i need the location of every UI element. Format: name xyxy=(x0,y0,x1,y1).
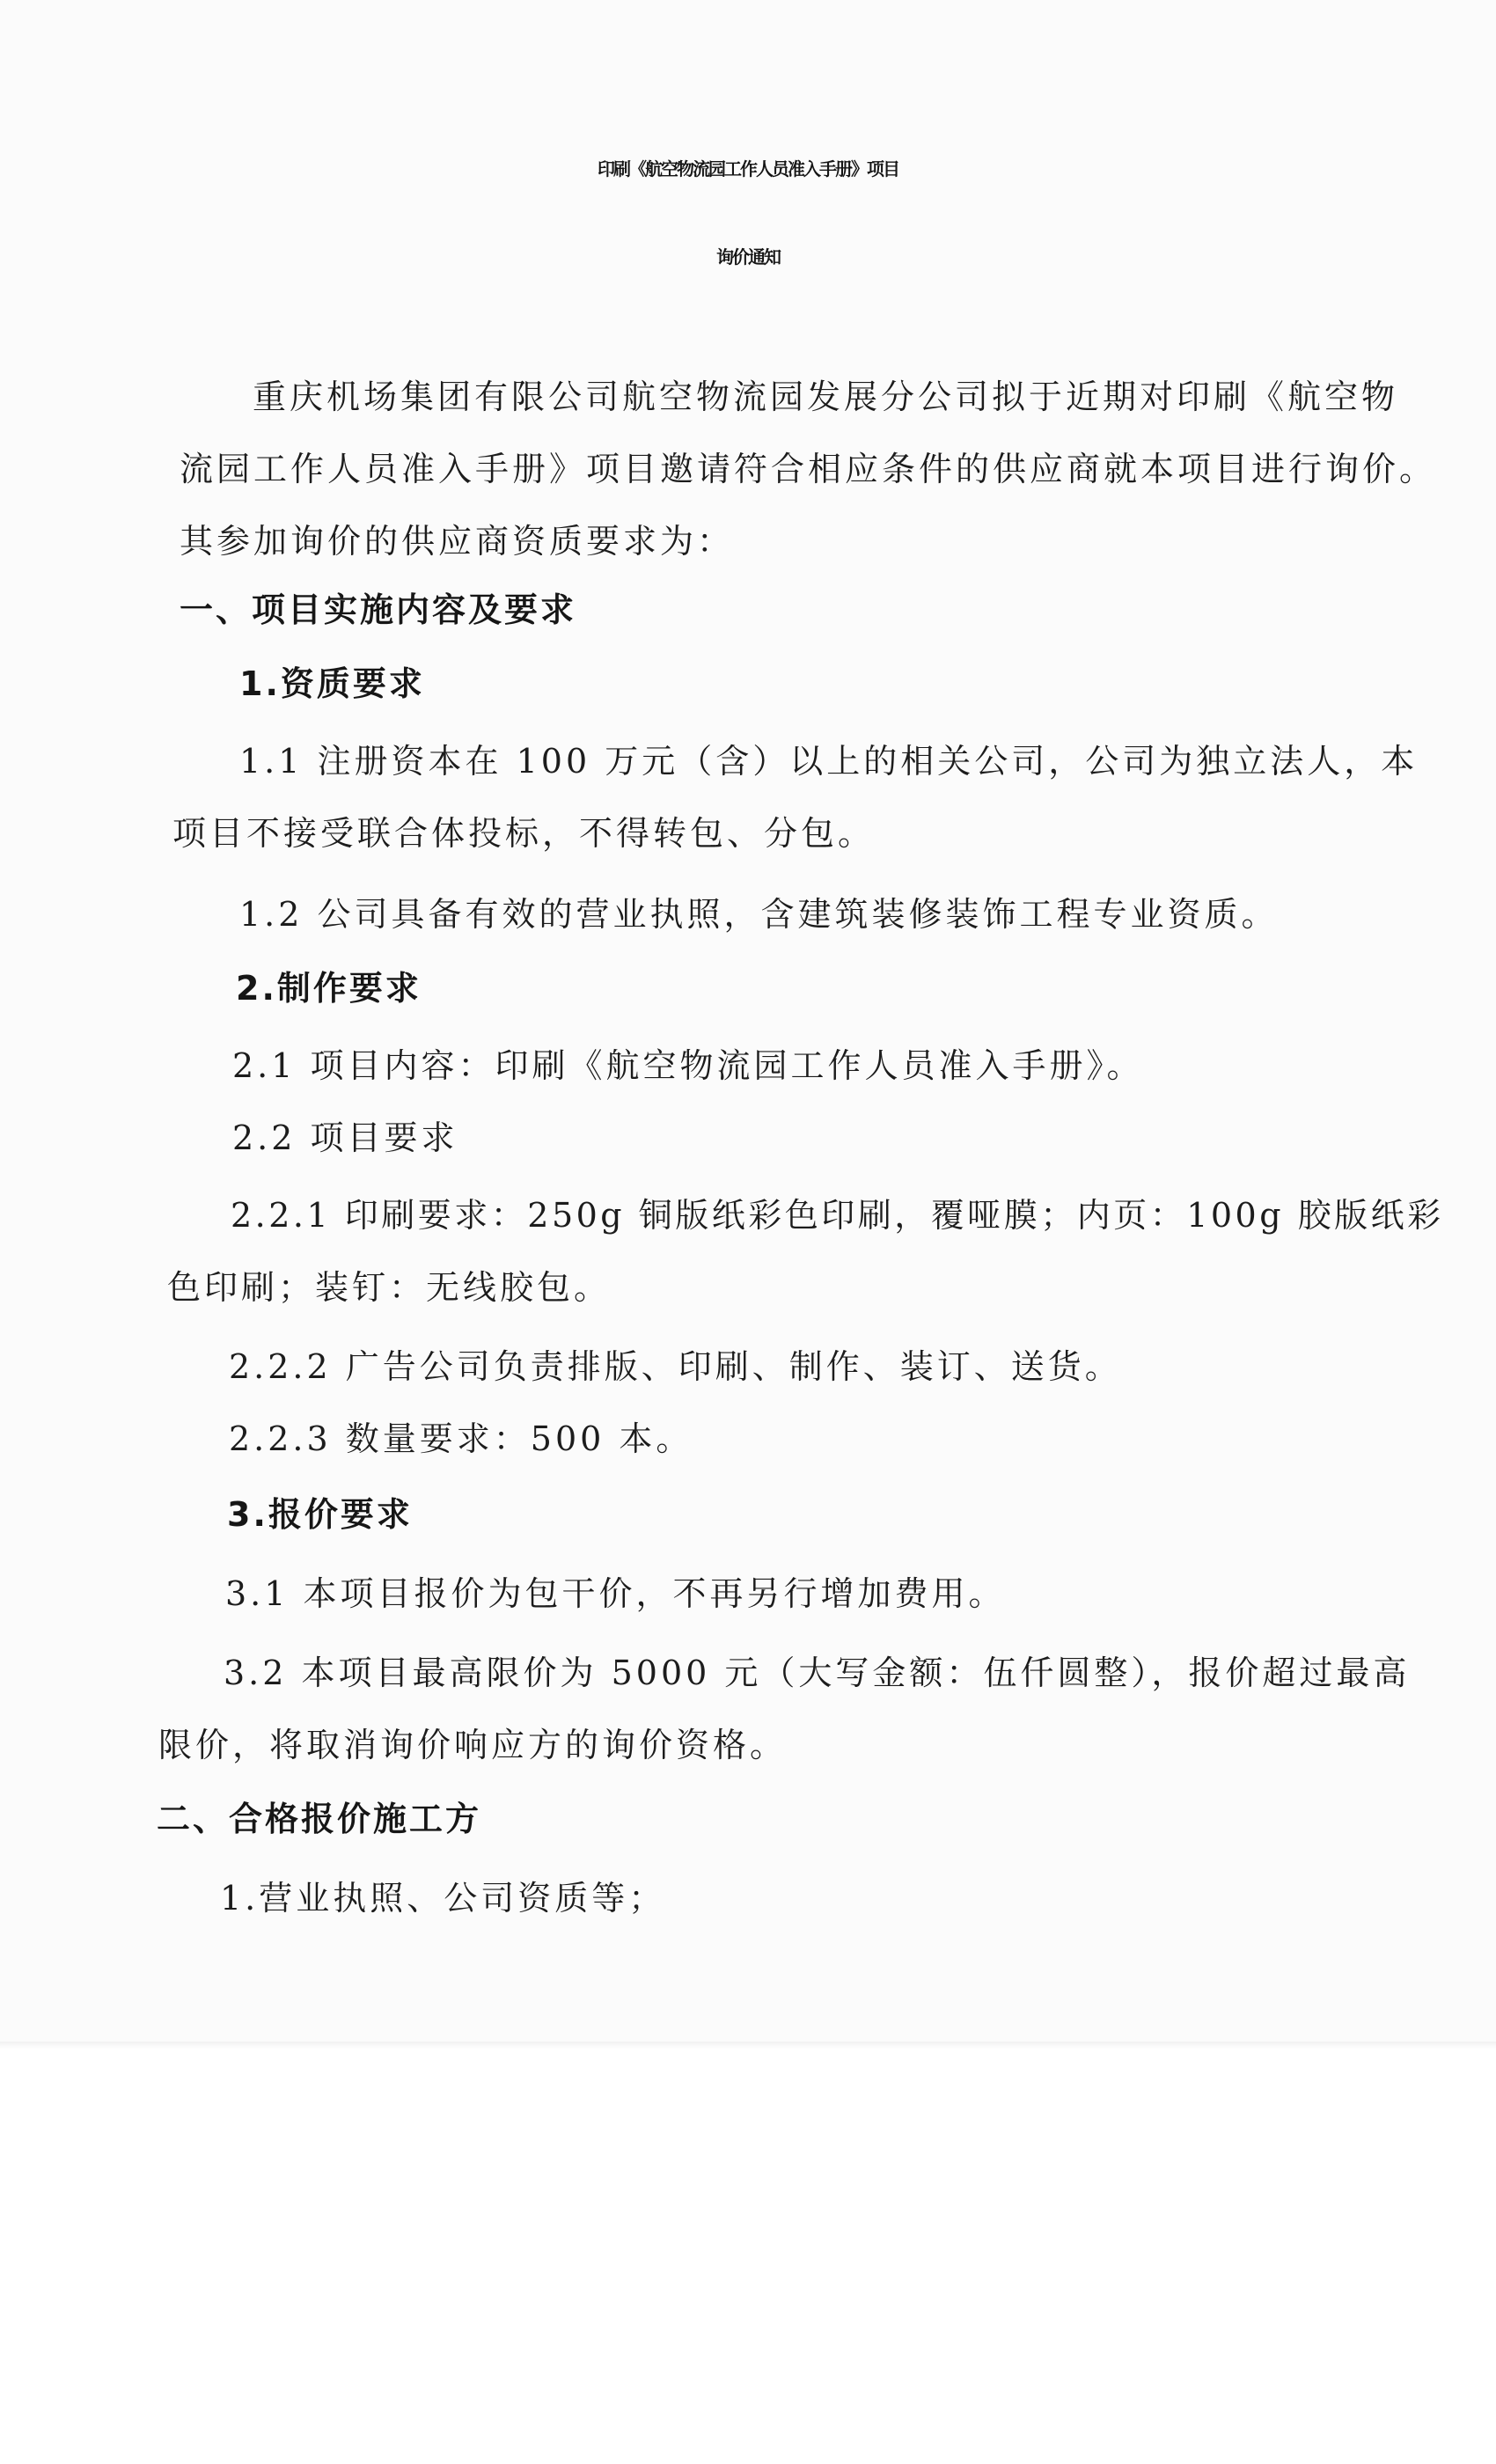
sub2-heading: 2.制作要求 xyxy=(236,969,422,1008)
item-3-1: 3.1 本项目报价为包干价，不再另行增加费用。 xyxy=(225,1574,1006,1613)
sub3-heading: 3.报价要求 xyxy=(227,1495,413,1534)
scan-edge xyxy=(0,2042,1496,2049)
item-2-2: 2.2 项目要求 xyxy=(232,1118,458,1157)
item-2-1: 2.1 项目内容：印刷《航空物流园工作人员准入手册》。 xyxy=(232,1046,1144,1085)
document-title-line1: 印刷《航空物流园工作人员准入手册》项目 xyxy=(598,158,898,180)
item-3-2-line-1: 3.2 本项目最高限价为 5000 元（大写金额：伍仟圆整），报价超过最高 xyxy=(224,1654,1411,1692)
item-1-1-line-1: 1.1 注册资本在 100 万元（含）以上的相关公司，公司为独立法人，本 xyxy=(239,742,1419,781)
item-2-2-1-line-1: 2.2.1 印刷要求：250g 铜版纸彩色印刷，覆哑膜；内页：100g 胶版纸彩 xyxy=(231,1196,1444,1235)
item-2-2-1-line-2: 色印刷；装钉：无线胶包。 xyxy=(167,1268,612,1307)
section1-heading: 一、项目实施内容及要求 xyxy=(180,590,577,629)
section2-heading: 二、合格报价施工方 xyxy=(157,1800,482,1838)
item-2-2-2: 2.2.2 广告公司负责排版、印刷、制作、装订、送货。 xyxy=(229,1347,1122,1386)
intro-line-1: 重庆机场集团有限公司航空物流园发展分公司拟于近期对印刷《航空物 xyxy=(253,378,1399,416)
sub1-heading: 1.资质要求 xyxy=(239,664,425,703)
item-1-2: 1.2 公司具备有效的营业执照，含建筑装修装饰工程专业资质。 xyxy=(239,895,1279,934)
document-title-line2: 询价通知 xyxy=(716,246,780,268)
intro-line-3: 其参加询价的供应商资质要求为： xyxy=(180,522,735,561)
item-1-1-line-2: 项目不接受联合体投标，不得转包、分包。 xyxy=(172,814,876,853)
item-3-2-line-2: 限价，将取消询价响应方的询价资格。 xyxy=(158,1726,788,1764)
section2-item-1: 1.营业执照、公司资质等； xyxy=(220,1879,666,1918)
item-2-2-3: 2.2.3 数量要求：500 本。 xyxy=(229,1419,693,1458)
intro-line-2: 流园工作人员准入手册》项目邀请符合相应条件的供应商就本项目进行询价。 xyxy=(180,450,1437,488)
